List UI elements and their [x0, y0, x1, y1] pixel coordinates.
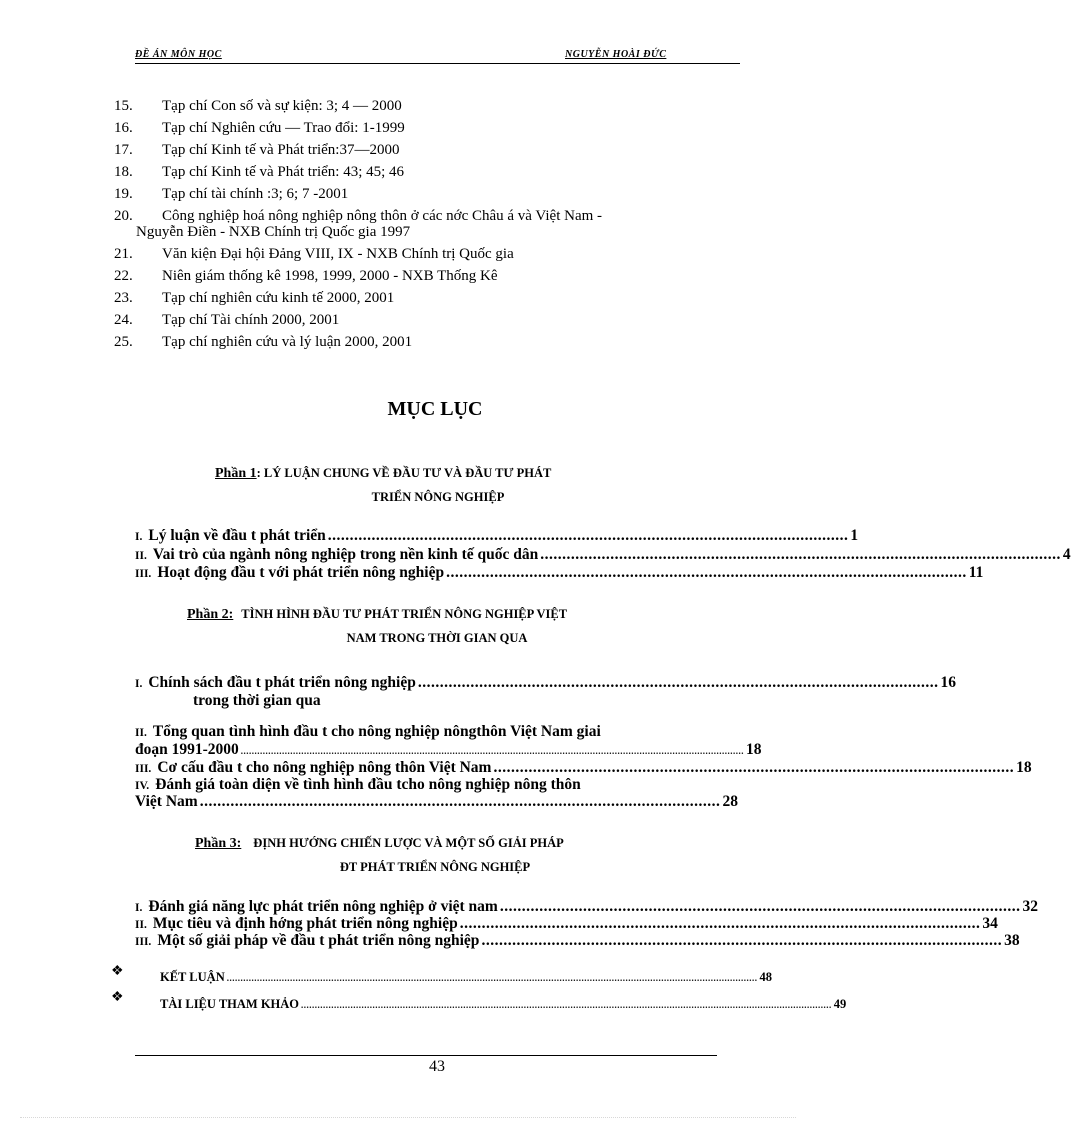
part-label: Phần 2:: [187, 607, 234, 622]
toc-title: MỤC LỤC: [387, 398, 483, 420]
part-title: : LÝ LUẬN CHUNG VỀ ĐẦU TƯ VÀ ĐẦU TƯ PHÁT: [256, 466, 552, 480]
part-label: Phần 1: [215, 466, 257, 481]
bullet-icon: ❖: [111, 964, 124, 979]
bullet-icon: ❖: [111, 990, 124, 1005]
header-rule: [135, 63, 740, 64]
toc-entry[interactable]: IV. Đánh giá toàn diện về tình hình đầu tcho nông nghiệp nông thôn: [135, 776, 581, 793]
page-edge-divider: [20, 1117, 796, 1118]
part-3-heading: [195, 834, 564, 852]
part-title: TÌNH HÌNH ĐẦU TƯ PHÁT TRIỂN NÔNG NGHIỆP VIỆT: [241, 607, 568, 621]
part-label: Phần 3:: [195, 836, 242, 851]
part-title: ĐỊNH HƯỚNG CHIẾN LƯỢC VÀ MỘT SỐ GIẢI PHÁP: [253, 836, 564, 850]
toc-entry[interactable]: III. Hoạt động đầu t với phát triển nông nghiệp ....................................................................................................................... 11: [135, 564, 984, 581]
toc-entry[interactable]: III. Cơ cấu đầu t cho nông nghiệp nông thôn Việt Nam ....................................................................................................................... 18: [135, 759, 1032, 776]
toc-entry[interactable]: II. Mục tiêu và định hớng phát triển nông nghiệp ....................................................................................................................... 34: [135, 915, 998, 932]
toc-entry-continuation: đoạn 1991-2000 ....................................................................................................................................................................................... 18: [135, 741, 762, 758]
part-1-heading-line2: TRIỂN NÔNG NGHIỆP: [371, 490, 505, 504]
toc-entry[interactable]: III. Một số giải pháp về đầu t phát triển nông nghiệp ....................................................................................................................... 38: [135, 932, 1020, 949]
toc-entry-conclusion[interactable]: KẾT LUẬN ................................................................................................................................................................................................. 48: [160, 970, 772, 984]
toc-entry[interactable]: II. Vai trò của ngành nông nghiệp trong nền kinh tế quốc dân ....................................................................................................................... 4: [135, 546, 1071, 563]
toc-entry-continuation: Việt Nam ....................................................................................................................... 28: [135, 793, 738, 810]
toc-entry-subline: trong thời gian qua: [193, 692, 321, 709]
header-right: NGUYỄN HOÀI ĐỨC: [565, 49, 667, 60]
toc-entry[interactable]: I. Chính sách đầu t phát triển nông nghiệp ....................................................................................................................... 16: [135, 674, 956, 691]
list-item-continuation: Nguyễn Điền - NXB Chính trị Quốc gia 1997: [136, 224, 411, 240]
part-2-heading: [187, 605, 567, 623]
header-left: ĐỀ ÁN MÔN HỌC: [135, 49, 222, 60]
references-list: 15. Tạp chí Con số và sự kiện: 3; 4 — 2000 16. Tạp chí Nghiên cứu — Trao đổi: 1-1999 17. Tạp chí Kinh tế và Phát triển:37—2000 18. Tạp chí Kinh tế và Phát triển: 43; 45; 46 19. Tạp chí tài chính :3; 6; 7 -2001 20. Công nghiệp hoá nông nghiệp nông thôn ở các nớc Châu á và Việt Nam - Nguyễn Điền - NXB Chính trị Quốc gia 1997 21. Văn kiện Đại hội Đảng VIII, IX - NXB Chính trị Quốc gia 22. Niên giám thống kê 1998, 1999, 2000 - NXB Thống Kê 23. Tạp chí nghiên cứu kinh tế 2000, 2001 24. Tạp chí Tài chính 2000, 2001 25. Tạp chí nghiên cứu và lý luận 2000, 2001: [114, 98, 603, 350]
part-1-heading: [215, 464, 551, 482]
toc-entry[interactable]: II. Tổng quan tình hình đầu t cho nông nghiệp nôngthôn Việt Nam giai: [135, 723, 601, 740]
toc-entry[interactable]: I. Lý luận về đầu t phát triển ....................................................................................................................... 1: [135, 527, 859, 544]
footer-rule: [135, 1055, 717, 1056]
toc-entry[interactable]: I. Đánh giá năng lực phát triển nông nghiệp ở việt nam ....................................................................................................................... 32: [135, 898, 1038, 915]
toc-entry-references[interactable]: TÀI LIỆU THAM KHẢO ................................................................................................................................................................................................. 49: [160, 997, 847, 1011]
part-3-heading-line2: ĐT PHÁT TRIỂN NÔNG NGHIỆP: [339, 860, 531, 874]
part-2-heading-line2: NAM TRONG THỜI GIAN QUA: [346, 631, 528, 645]
page-number: 43: [429, 1058, 445, 1075]
